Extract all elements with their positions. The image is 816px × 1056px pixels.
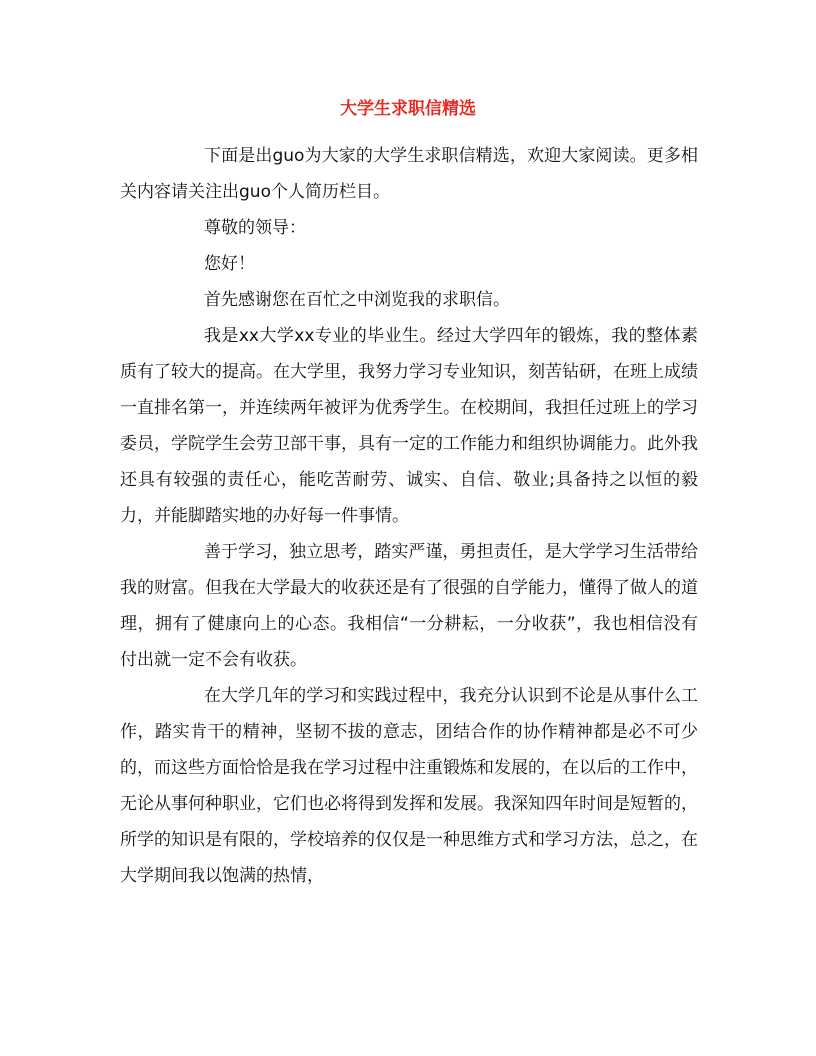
greeting: 您好！	[204, 254, 255, 274]
salutation: 尊敬的领导：	[204, 218, 306, 238]
body-paragraph: 善于学习，独立思考，踏实严谨，勇担责任，是大学学习生活带给我的财富。但我在大学最大的收获还是有了很强的自学能力，懂得了做人的道理，拥有了健康向上的心态。我相信“一分耕耘，一分收获”，我也相信没有付出就一定不会有收获。	[120, 542, 698, 670]
opening-paragraph: 首先感谢您在百忙之中浏览我的求职信。	[204, 290, 510, 310]
intro-paragraph: 下面是出guo为大家的大学生求职信精选，欢迎大家阅读。更多相关内容请关注出guo个人简历栏目。	[120, 146, 698, 202]
document-body	[120, 138, 698, 894]
document-title: 大学生求职信精选	[340, 99, 476, 119]
body-paragraph: 我是xx大学xx专业的毕业生。经过大学四年的锻炼，我的整体素质有了较大的提高。在大学里，我努力学习专业知识，刻苦钻研，在班上成绩一直排名第一，并连续两年被评为优秀学生。在校期间，我担任过班上的学习委员，学院学生会劳卫部干事，具有一定的工作能力和组织协调能力。此外我还具有较强的责任心，能吃苦耐劳、诚实、自信、敬业;具备持之以恒的毅力，并能脚踏实地的办好每一件事情。	[120, 326, 698, 526]
body-paragraph: 在大学几年的学习和实践过程中，我充分认识到不论是从事什么工作，踏实肯干的精神，坚韧不拔的意志，团结合作的协作精神都是必不可少的，而这些方面恰恰是我在学习过程中注重锻炼和发展的，在以后的工作中，无论从事何种职业，它们也必将得到发挥和发展。我深知四年时间是短暂的，所学的知识是有限的，学校培养的仅仅是一种思维方式和学习方法，总之，在大学期间我以饱满的热情，	[120, 686, 698, 886]
